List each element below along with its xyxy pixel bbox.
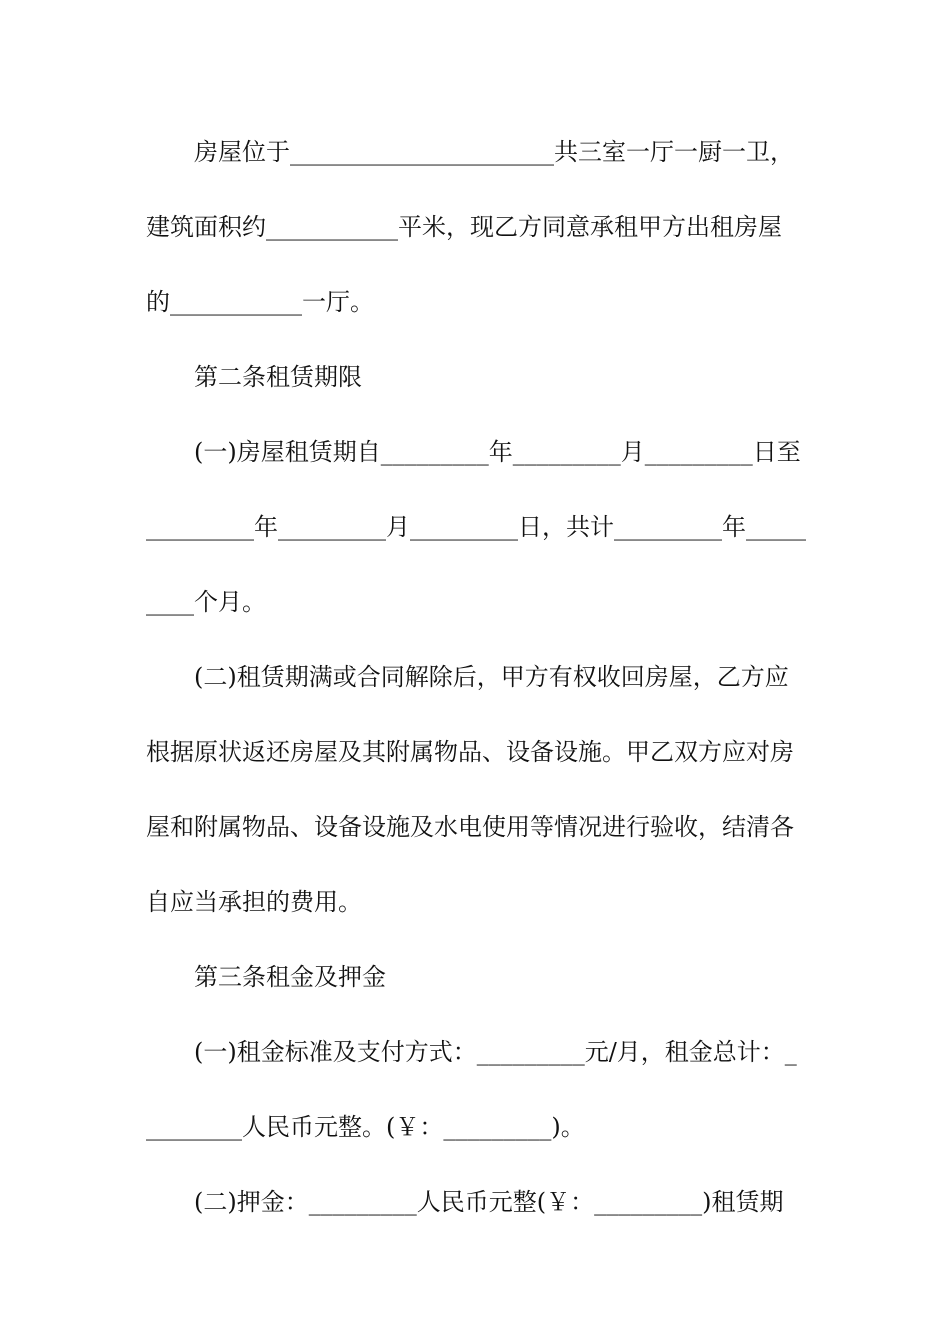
paragraph-rented-hall: 的___________一厅。 [146,288,374,316]
section-heading-lease-term: 第二条租赁期限 [194,363,362,391]
paragraph-rent-total: ________人民币元整。(￥：_________)。 [146,1113,585,1141]
paragraph-deposit: (二)押金：_________人民币元整(￥：_________)租赁期 [194,1188,784,1216]
paragraph-lease-inspection: 屋和附属物品、设备设施及水电使用等情况进行验收，结清各 [146,813,794,841]
paragraph-house-location: 房屋位于______________________共三室一厅一厨一卫， [194,138,794,166]
paragraph-building-area: 建筑面积约___________平米，现乙方同意承租甲方出租房屋 [146,213,782,241]
paragraph-rent-standard: (一)租金标准及支付方式：_________元/月，租金总计：_ [194,1038,797,1066]
paragraph-lease-period-end: _________年_________月_________日，共计_________年_____ [146,513,806,541]
paragraph-lease-expiry: (二)租赁期满或合同解除后，甲方有权收回房屋，乙方应 [194,663,789,691]
paragraph-lease-months: ____个月。 [146,588,266,616]
paragraph-lease-period-start: (一)房屋租赁期自_________年_________月_________日至 [194,438,801,466]
paragraph-lease-return: 根据原状返还房屋及其附属物品、设备设施。甲乙双方应对房 [146,738,794,766]
paragraph-lease-costs: 自应当承担的费用。 [146,888,362,916]
section-heading-rent-deposit: 第三条租金及押金 [194,963,386,991]
